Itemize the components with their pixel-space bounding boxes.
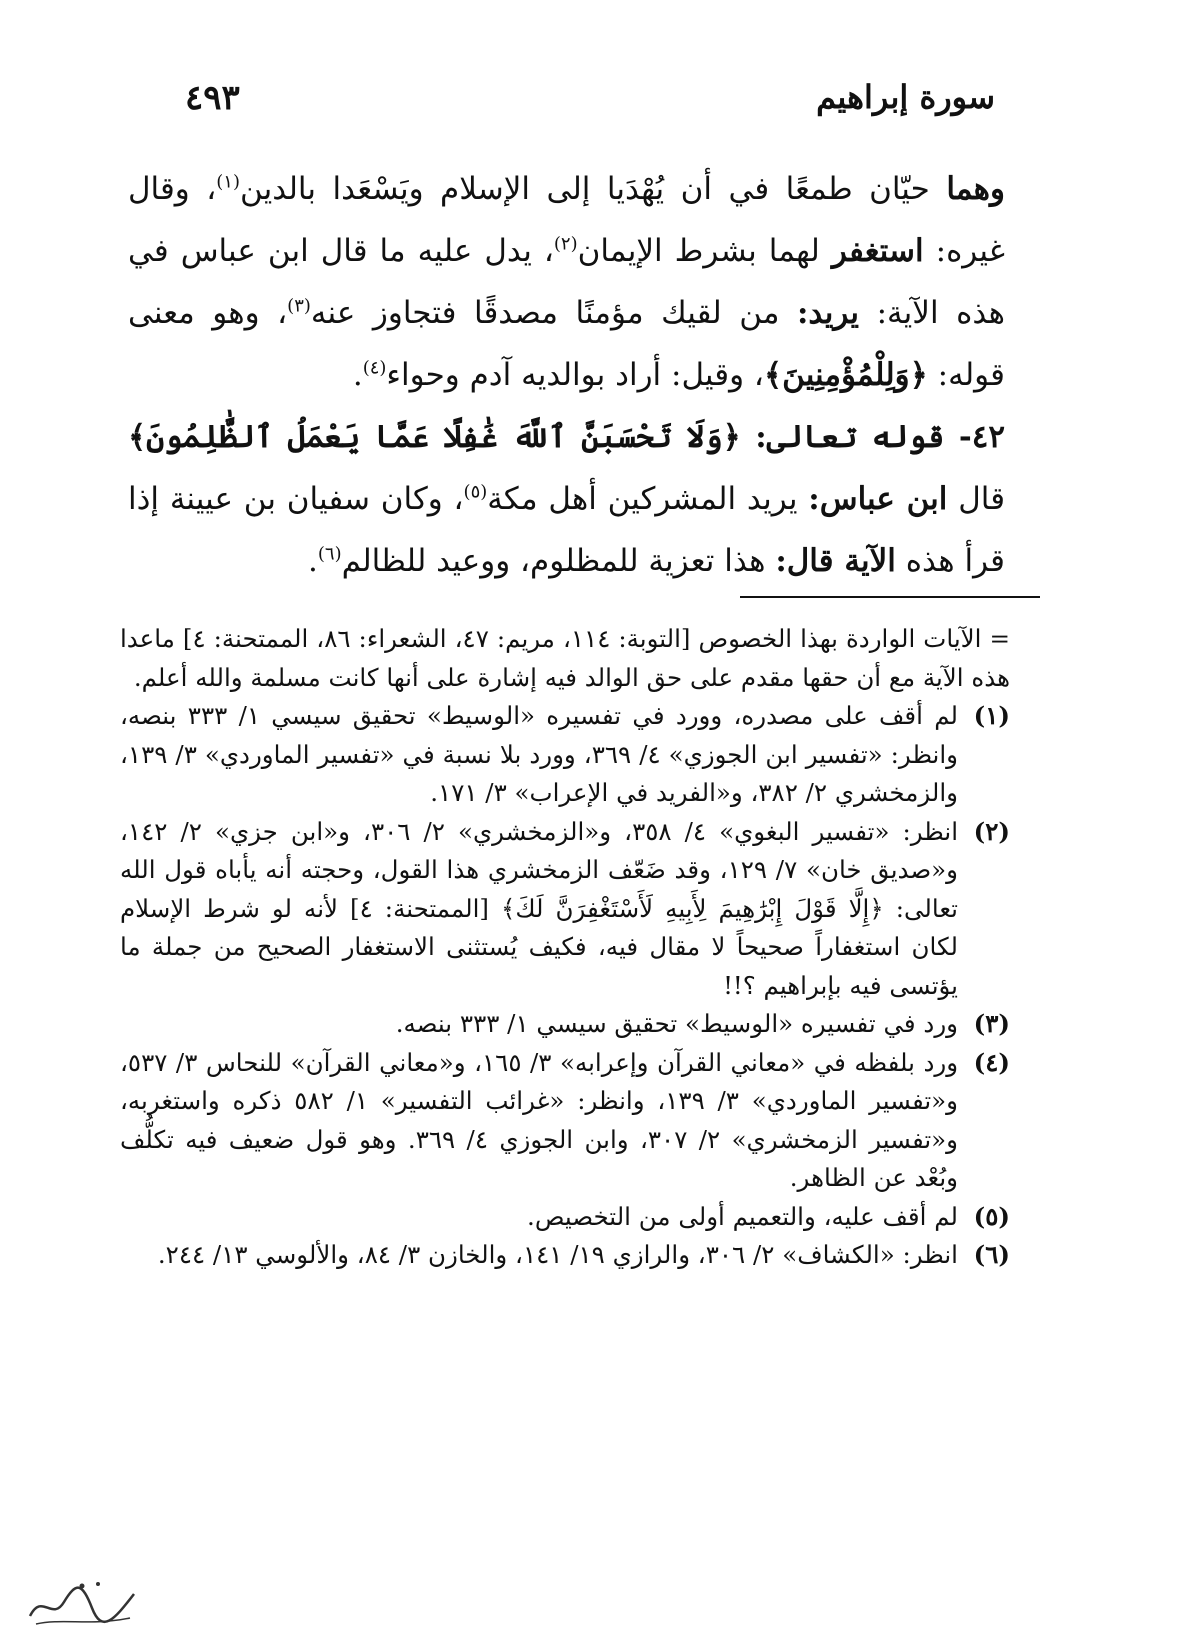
quran-quote: ﴿وَلَا تَحْسَبَنَّ ٱللَّهَ غَٰفِلًا عَمَّا يَعْمَلُ ٱلظَّٰلِمُونَ﴾ xyxy=(128,419,756,455)
footnote-ref: (١) xyxy=(216,171,240,193)
main-text xyxy=(128,158,1005,592)
footnote-text: ورد بلفظه في «معاني القرآن وإعرابه» ٣/ ١٦٥، و«معاني القرآن» للنحاس ٣/ ٥٣٧، و«تفسير الماوردي» ٣/ ١٣٩، وانظر: «غرائب التفسير» ١/ ٥٨٢ ذكره واستغربه، و«تفسير الزمخشري» ٢/ ٣٠٧، وابن الجوزي ٤/ ٣٦٩. وهو قول ضعيف فيه تكلُّف وبُعْد عن الظاهر. xyxy=(120,1047,959,1192)
footnote-number: (٣) xyxy=(973,1009,1010,1038)
footnote-number: (١) xyxy=(973,701,1010,730)
footnote-ref: (٣) xyxy=(287,295,311,317)
footnote-ref: (٢) xyxy=(553,233,578,255)
lead-word: استغفر xyxy=(831,233,924,269)
lead-word: ابن عباس: xyxy=(808,481,948,517)
lead-word: يريد: xyxy=(796,295,860,331)
footnote-ref: (٦) xyxy=(317,543,342,565)
footnotes xyxy=(120,620,1010,1275)
text-run: قال xyxy=(947,481,1006,517)
text-run: . xyxy=(308,543,318,579)
text-run: ، وقيل: أراد بوالديه آدم وحواء xyxy=(386,357,764,393)
paragraph-2 xyxy=(128,406,1005,592)
text-run: حيّان طمعًا في أن يُهْدَيا إلى الإسلام ويَسْعَدا بالدين xyxy=(239,171,947,207)
footnote-ref: (٥) xyxy=(463,481,488,503)
footnote xyxy=(120,697,1010,813)
publisher-logo-watermark xyxy=(22,1572,142,1632)
footnote-text: لم أقف عليه، والتعميم أولى من التخصيص. xyxy=(527,1201,958,1231)
footnote-number: (٥) xyxy=(973,1201,1010,1231)
paragraph-1 xyxy=(128,158,1005,406)
quran-quote: ﴿وَلِلْمُؤْمِنِينَ﴾ xyxy=(763,357,928,393)
text-run: من لقيك مؤمنًا مصدقًا فتجاوز عنه xyxy=(310,295,797,331)
verse-heading: ٤٢- قوله تعالى: xyxy=(755,419,1005,455)
lead-word: الآية قال: xyxy=(775,543,896,579)
text-run: يريد المشركين أهل مكة xyxy=(487,481,809,517)
footnote-text: لم أقف على مصدره، وورد في تفسيره «الوسيط» تحقيق سيسي ١/ ٣٣٣ بنصه، وانظر: «تفسير ابن الجوزي» ٤/ ٣٦٩، وورد بلا نسبة في «تفسير الماوردي» ٣/ ١٣٩، والزمخشري ٢/ ٣٨٢، و«الفريد في الإعراب» ٣/ ١٧١. xyxy=(120,701,959,807)
footnote xyxy=(120,1198,1010,1237)
text-run: . xyxy=(352,357,363,393)
text-run: ، يدل عليه ما قال ابن عباس في هذه الآية: xyxy=(128,233,1005,331)
footnote-text: انظر: «تفسير البغوي» ٤/ ٣٥٨، و«الزمخشري» ٢/ ٣٠٦، و«ابن جزي» ٢/ ١٤٢، و«صديق خان» ٧/ ١٢٩، وقد ضَعّف الزمخشري هذا القول، وحجته أنه يأباه قول الله تعالى: ﴿إِلَّا قَوْلَ إِبْرَٰهِيمَ لِأَبِيهِ لَأَسْتَغْفِرَنَّ لَكَ﴾ [الممتحنة: ٤] لأنه لو شرط الإسلام لكان استغفاراً صحيحاً لا مقال فيه، فكيف يُستثنى الاستغفار الصحيح من جملة ما يؤتسى فيه بإبراهيم ؟!! xyxy=(120,816,959,1000)
footnote-number: (٤) xyxy=(973,1047,1010,1077)
footnote xyxy=(120,1005,1010,1044)
page-header xyxy=(185,78,995,134)
footnote-separator xyxy=(740,596,1040,598)
footnote-ref: (٤) xyxy=(362,357,387,379)
surah-title: سورة إبراهيم xyxy=(816,78,995,116)
footnote-continuation: = الآيات الواردة بهذا الخصوص [التوبة: ١١٤، مريم: ٤٧، الشعراء: ٨٦، الممتحنة: ٤] ماعدا هذه الآية مع أن حقها مقدم على حق الوالد فيه إشارة على أنها كانت مسلمة والله أعلم. xyxy=(120,624,1010,692)
footnote xyxy=(120,813,1010,1006)
text-run: ، وكان سفيان بن عيينة إذا قرأ هذه xyxy=(128,481,1005,579)
footnote-number: (٢) xyxy=(973,816,1010,846)
page-number: ٤٩٣ xyxy=(185,78,240,118)
text-run: ، وهو معنى قوله: xyxy=(128,295,1005,393)
text-run: لهما بشرط الإيمان xyxy=(577,233,832,269)
footnote-number: (٦) xyxy=(973,1240,1010,1269)
footnote xyxy=(120,1236,1010,1275)
text-run: ، وقال غيره: xyxy=(128,171,1005,269)
text-run: هذا تعزية للمظلوم، ووعيد للظالم xyxy=(341,543,776,579)
footnote xyxy=(120,1044,1010,1198)
footnote-text: انظر: «الكشاف» ٢/ ٣٠٦، والرازي ١٩/ ١٤١، والخازن ٣/ ٨٤، والألوسي ١٣/ ٢٤٤. xyxy=(157,1240,958,1269)
lead-word: وهما xyxy=(946,171,1005,207)
footnote-text: ورد في تفسيره «الوسيط» تحقيق سيسي ١/ ٣٣٣ بنصه. xyxy=(395,1009,958,1038)
